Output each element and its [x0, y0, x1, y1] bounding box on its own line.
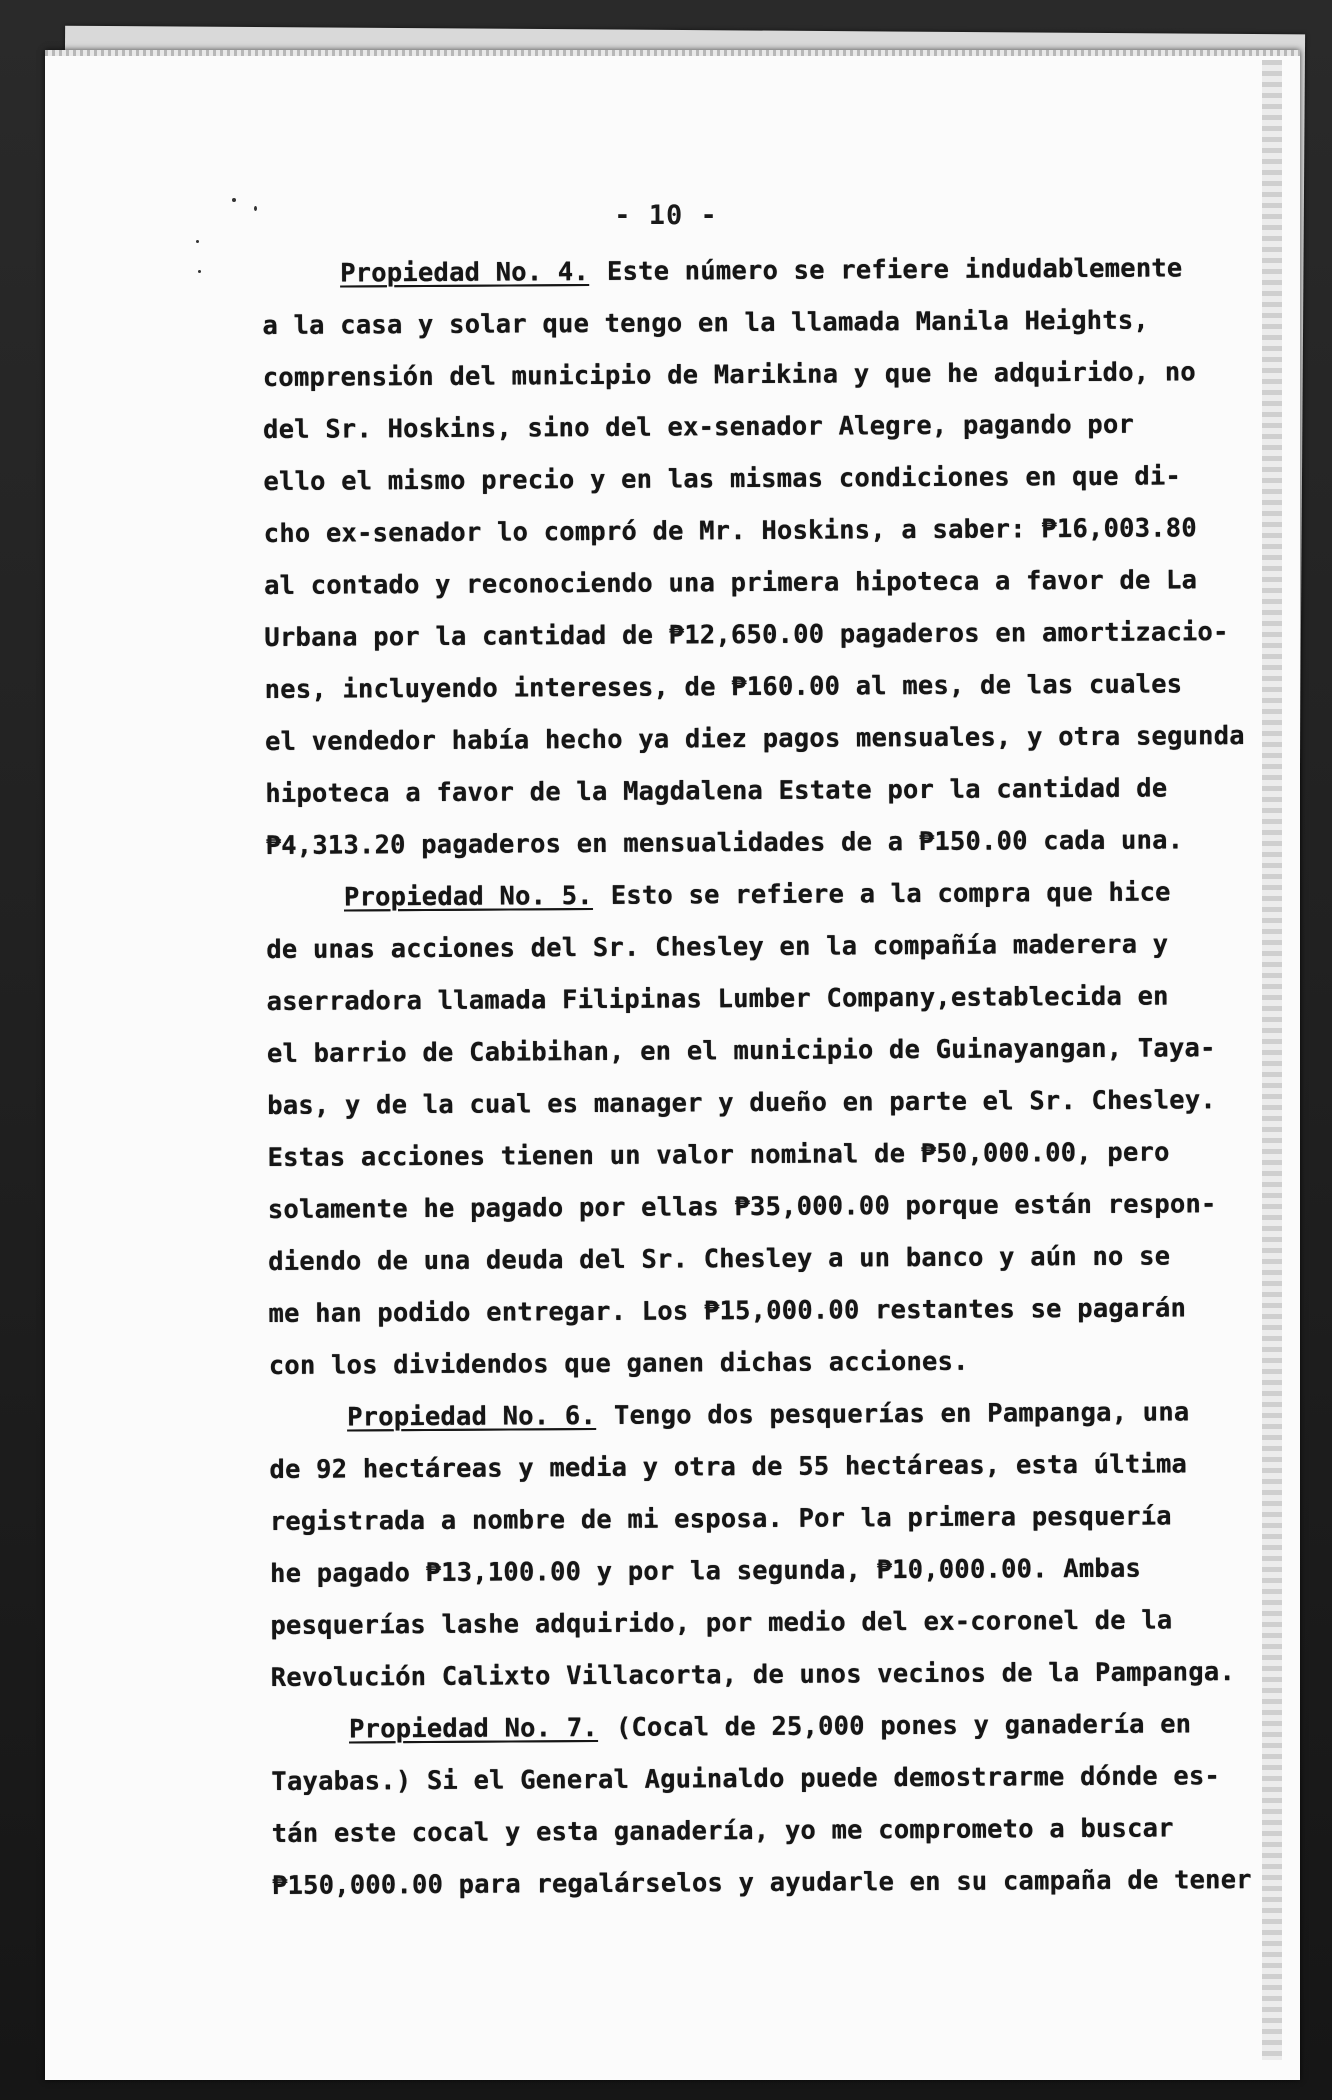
- document-body: [262, 242, 1272, 1912]
- text-line: registrada a nombre de mi esposa. Por la primera pesquería: [269, 1501, 1172, 1537]
- paper-speck: [198, 270, 201, 273]
- text-line: [262, 242, 1262, 300]
- text-line: he pagado ₱13,100.00 y por la segunda, ₱10,000.00. Ambas: [270, 1553, 1142, 1589]
- text-line: nes, incluyendo intereses, de ₱160.00 al mes, de las cuales: [264, 669, 1183, 705]
- text-line: de 92 hectáreas y media y otra de 55 hectáreas, esta última: [269, 1449, 1188, 1485]
- text-line: solamente he pagado por ellas ₱35,000.00 porque están respon-: [267, 1189, 1217, 1225]
- paragraph-heading: Propiedad No. 7.: [348, 1712, 598, 1745]
- text-line: [266, 866, 1266, 924]
- text-line-content: (Cocal de 25,000 pones y ganadería en: [615, 1709, 1192, 1743]
- text-line: Urbana por la cantidad de ₱12,650.00 pagaderos en amortizacio-: [264, 617, 1229, 653]
- text-line: comprensión del municipio de Marikina y que he adquirido, no: [262, 357, 1197, 393]
- paragraph-propiedad-4: [262, 242, 1266, 872]
- text-line: tán este cocal y esta ganadería, yo me comprometo a buscar: [271, 1813, 1174, 1849]
- paper-speck: [196, 240, 199, 243]
- text-line: de unas acciones del Sr. Chesley en la compañía maderera y: [266, 929, 1169, 965]
- paragraph-propiedad-5: [266, 866, 1269, 1392]
- text-line: bas, y de la cual es manager y dueño en parte el Sr. Chesley.: [267, 1085, 1217, 1121]
- text-line: hipoteca a favor de la Magdalena Estate por la cantidad de: [265, 773, 1168, 809]
- text-line: al contado y reconociendo una primera hipoteca a favor de La: [263, 565, 1198, 601]
- paragraph-heading: Propiedad No. 4.: [340, 257, 590, 289]
- text-line: me han podido entregar. Los ₱15,000.00 restantes se pagarán: [268, 1293, 1187, 1329]
- text-line-content: Tengo dos pesquerías en Pampanga, una: [613, 1397, 1190, 1431]
- paragraph-heading: Propiedad No. 6.: [347, 1400, 597, 1433]
- text-line: ₱4,313.20 pagaderos en mensualidades de a ₱150.00 cada una.: [265, 825, 1184, 861]
- text-line: con los dividendos que ganen dichas acciones.: [268, 1346, 969, 1381]
- text-line: cho ex-senador lo compró de Mr. Hoskins, a saber: ₱16,003.80: [263, 513, 1197, 549]
- text-line-content: Esto se refiere a la compra que hice: [610, 877, 1171, 911]
- text-line: el vendedor había hecho ya diez pagos mensuales, y otra segunda: [264, 721, 1245, 757]
- paragraph-propiedad-6: [269, 1386, 1271, 1704]
- text-line: [269, 1386, 1269, 1444]
- text-line: Revolución Calixto Villacorta, de unos vecinos de la Pampanga.: [270, 1657, 1236, 1693]
- text-line: Tayabas.) Si el General Aguinaldo puede demostrarme dónde es-: [271, 1761, 1221, 1797]
- text-line: aserradora llamada Filipinas Lumber Company,establecida en: [266, 981, 1169, 1017]
- paragraph-propiedad-7: [271, 1698, 1272, 1912]
- text-line: ₱150,000.00 para regalárselos y ayudarle en su campaña de tener: [271, 1864, 1252, 1901]
- text-line: el barrio de Cabibihan, en el municipio de Guinayangan, Taya-: [266, 1033, 1216, 1069]
- text-line: diendo de una deuda del Sr. Chesley a un banco y aún no se: [268, 1241, 1171, 1277]
- text-line-content: Este número se refiere indudablemente: [606, 253, 1183, 287]
- text-line: Estas acciones tienen un valor nominal de ₱50,000.00, pero: [267, 1137, 1170, 1173]
- text-line: ello el mismo precio y en las mismas condiciones en que di-: [263, 461, 1182, 497]
- text-line: pesquerías lashe adquirido, por medio del ex-coronel de la: [270, 1605, 1173, 1641]
- text-line: a la casa y solar que tengo en la llamada Manila Heights,: [262, 305, 1150, 341]
- paragraph-heading: Propiedad No. 5.: [343, 880, 593, 913]
- text-line: [271, 1698, 1271, 1756]
- text-line: del Sr. Hoskins, sino del ex-senador Alegre, pagando por: [263, 409, 1135, 445]
- page-number: - 10 -: [614, 200, 718, 231]
